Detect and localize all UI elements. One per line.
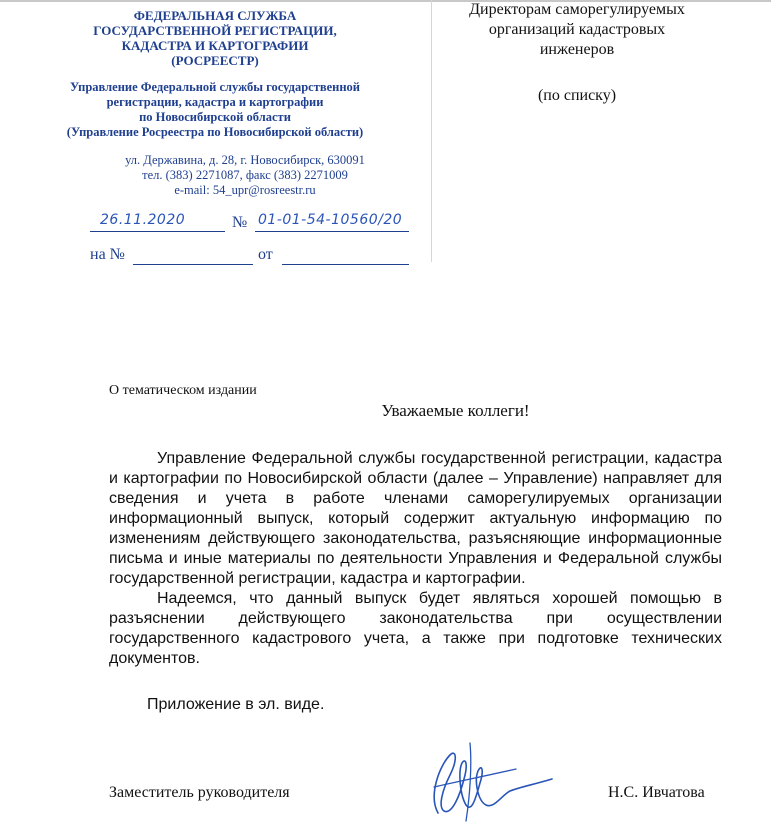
recipient-line: Директорам саморегулируемых xyxy=(469,1,685,18)
salutation: Уважаемые коллеги! xyxy=(381,401,530,420)
org-name-line: ГОСУДАРСТВЕННОЙ РЕГИСТРАЦИИ, xyxy=(93,23,337,38)
body-paragraph: Управление Федеральной службы государственной регистрации, кадастра и картографии по Новосибирской области (далее – Управление) направляет для сведения и учета в работе членами саморегулируемых организации информационный выпуск, который содержит актуальную информацию по изменениям действующего законодательства, разъясняющие информационные письма и иные материалы по деятельности Управления и Федеральной службы государственной регистрации, кадастра и картографии. xyxy=(109,450,722,587)
ref-label: на № xyxy=(90,246,125,263)
letter-subject: О тематическом издании xyxy=(109,383,257,398)
dept-name-line: по Новосибирской области xyxy=(139,110,291,124)
phone-line: тел. (383) 2271087, факс (383) 2271009 xyxy=(142,168,348,182)
dept-name-line: Управление Федеральной службы государственной xyxy=(70,80,360,94)
recipient-note: (по списку) xyxy=(537,87,617,104)
body-paragraph: Надеемся, что данный выпуск будет являться хорошей помощью в разъяснении действующего законодательства при осуществлении государственного кадастрового учета, а также при подготовке технических документов. xyxy=(109,590,722,667)
handwritten-date: 26.11.2020 xyxy=(100,212,186,228)
number-label: № xyxy=(232,214,248,231)
letter-body xyxy=(109,449,722,669)
org-name-line: ФЕДЕРАЛЬНАЯ СЛУЖБА xyxy=(133,8,297,23)
attachment-note: Приложение в эл. виде. xyxy=(147,696,325,713)
recipient-line: организаций кадастровых xyxy=(488,21,666,38)
org-name-line: КАДАСТРА И КАРТОГРАФИИ xyxy=(121,38,309,53)
dept-name-line: регистрации, кадастра и картографии xyxy=(106,95,324,109)
from-label: от xyxy=(258,246,273,263)
address-line: ул. Державина, д. 28, г. Новосибирск, 630091 xyxy=(125,153,365,167)
signatory-title: Заместитель руководителя xyxy=(109,784,290,801)
recipient-line: инженеров xyxy=(539,41,615,58)
signatory-name: Н.С. Ивчатова xyxy=(608,784,705,801)
handwritten-signature xyxy=(420,735,570,825)
handwritten-number: 01-01-54-10560/20 xyxy=(258,212,403,228)
ref-underline xyxy=(133,264,253,265)
org-name-line: (РОСРЕЕСТР) xyxy=(171,53,259,68)
dept-name-line: (Управление Росреестра по Новосибирской области) xyxy=(66,125,364,139)
email-line: e-mail: 54_upr@rosreestr.ru xyxy=(174,183,316,197)
from-underline xyxy=(282,264,409,265)
date-underline xyxy=(90,231,225,232)
number-underline xyxy=(255,231,409,232)
